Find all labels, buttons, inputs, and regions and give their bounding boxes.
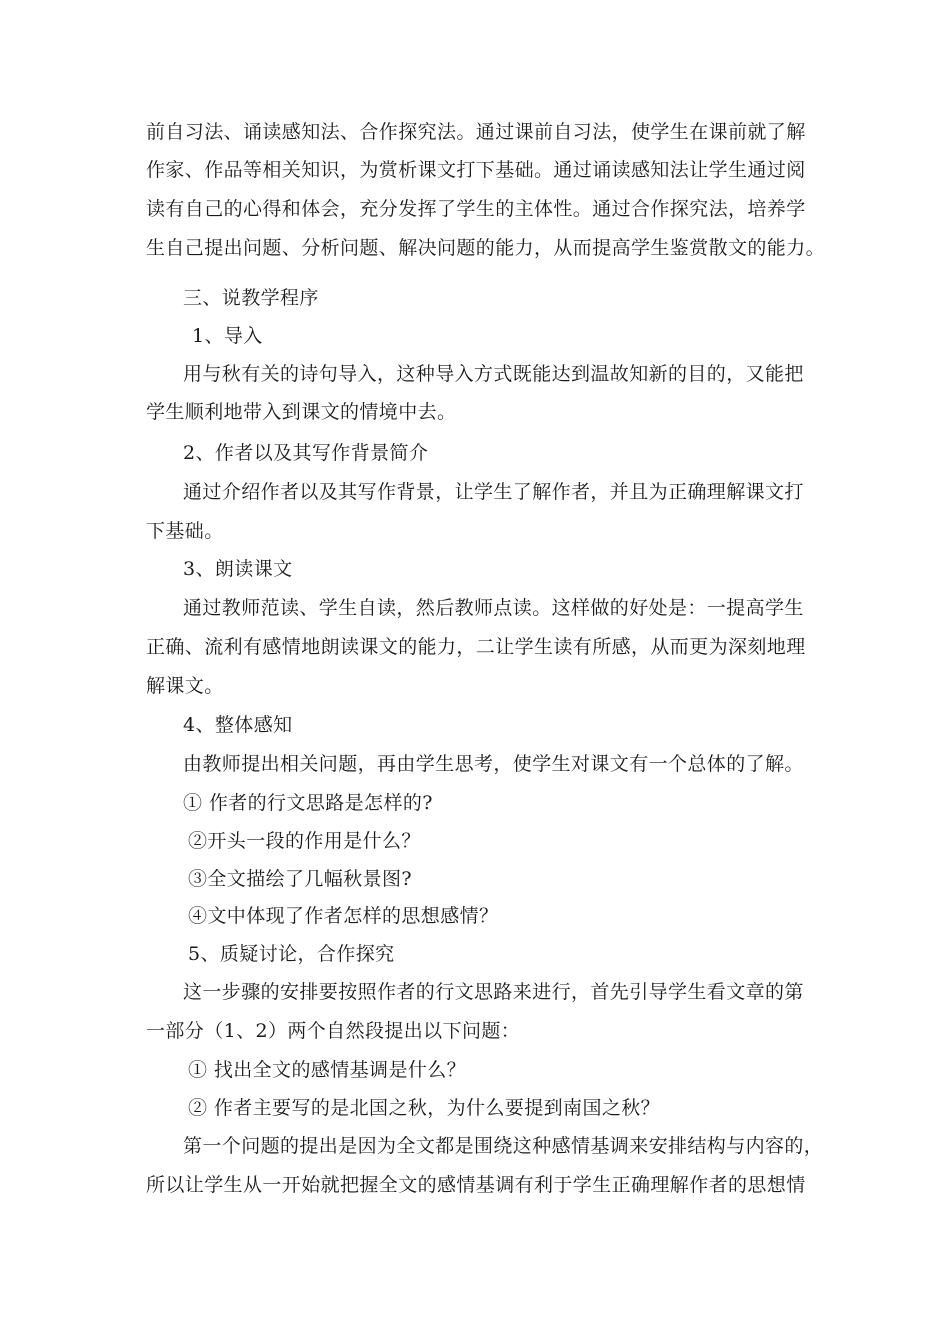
paragraph-line: 通过教师范读、学生自读，然后教师点读。这样做的好处是：一提高学生 [183, 597, 804, 619]
paragraph-line: 由教师提出相关问题，再由学生思考，使学生对课文有一个总体的了解。 [183, 753, 804, 775]
paragraph-line: 用与秋有关的诗句导入，这种导入方式既能达到温故知新的目的，又能把 [183, 363, 804, 385]
paragraph-line: 读有自己的心得和体会，充分发挥了学生的主体性。通过合作探究法，培养学 [146, 198, 806, 220]
paragraph-line: 第一个问题的提出是因为全文都是围绕这种感情基调来安排结构与内容的， [183, 1135, 824, 1157]
paragraph-line: 所以让学生从一开始就把握全文的感情基调有利于学生正确理解作者的思想情 [146, 1174, 806, 1196]
paragraph-line: 这一步骤的安排要按照作者的行文思路来进行，首先引导学生看文章的第 [183, 981, 804, 1003]
subsection-heading: 1、导入 [192, 325, 263, 347]
subsection-heading: 2、作者以及其写作背景简介 [183, 442, 429, 464]
subsection-heading: 4、整体感知 [183, 714, 293, 736]
paragraph-line: 生自己提出问题、分析问题、解决问题的能力，从而提高学生鉴赏散文的能力。 [146, 237, 826, 259]
section-heading: 三、说教学程序 [183, 287, 319, 309]
subsection-heading: 3、朗读课文 [183, 558, 293, 580]
paragraph-line: 作家、作品等相关知识，为赏析课文打下基础。通过诵读感知法让学生通过阅 [146, 159, 806, 181]
paragraph-line: 下基础。 [146, 520, 224, 542]
list-item: ① 作者的行文思路是怎样的? [183, 792, 433, 814]
list-item: ② 作者主要写的是北国之秋，为什么要提到南国之秋？ [188, 1097, 661, 1119]
paragraph-line: 一部分（1、2）两个自然段提出以下问题： [146, 1020, 521, 1042]
paragraph-line: 前自习法、诵读感知法、合作探究法。通过课前自习法，使学生在课前就了解 [146, 121, 806, 143]
paragraph-line: 正确、流利有感情地朗读课文的能力，二让学生读有所感，从而更为深刻地理 [146, 636, 806, 658]
list-item: ③全文描绘了几幅秋景图? [188, 868, 412, 890]
subsection-heading: 5、质疑讨论，合作探究 [188, 943, 395, 965]
list-item: ②开头一段的作用是什么？ [188, 830, 421, 852]
paragraph-line: 解课文。 [146, 675, 224, 697]
paragraph-line: 通过介绍作者以及其写作背景，让学生了解作者，并且为正确理解课文打 [183, 481, 804, 503]
list-item: ④文中体现了作者怎样的思想感情？ [188, 905, 499, 927]
paragraph-line: 学生顺利地带入到课文的情境中去。 [146, 401, 457, 423]
list-item: ① 找出全文的感情基调是什么？ [188, 1059, 467, 1081]
